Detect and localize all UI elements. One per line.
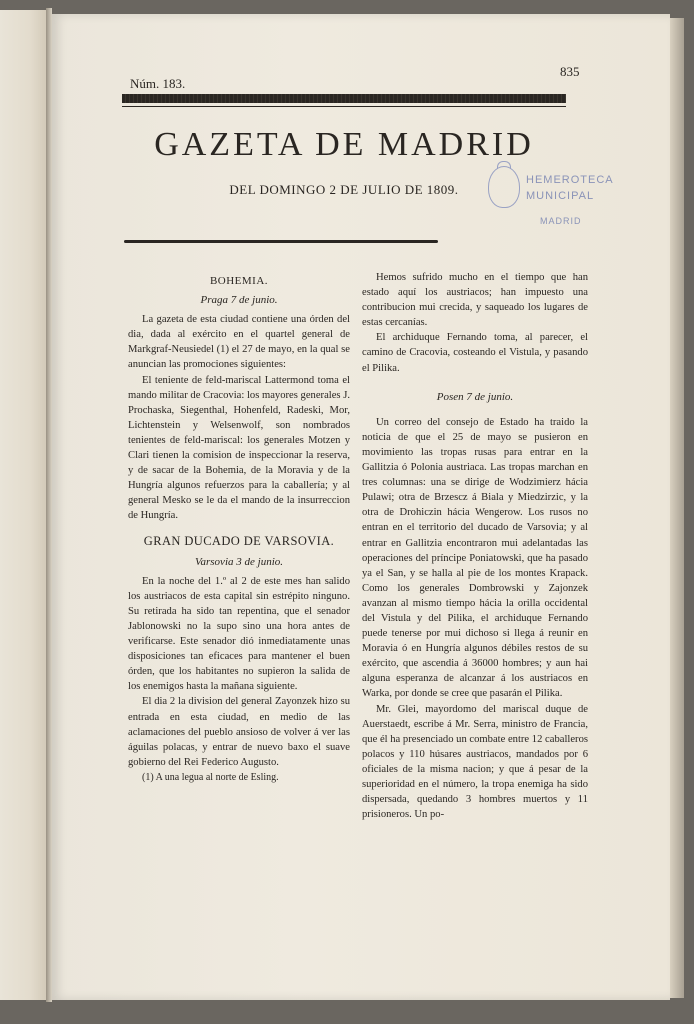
paragraph: El dia 2 la division del general Zayonzek hizo su entrada en esta ciudad, en medio de las aclamaciones del pueblo ansioso de volver á ver las águilas polacas, y entrar de nuevo baxo el suave gobierno del Rei Federico Augusto. [128,696,350,768]
paragraph: Hemos sufrido mucho en el tiempo que han estado aquí los austriacos; han impuesto una contribucion mui crecida, y saqueado los lugares de estas cercanías. [362,272,588,329]
footnote: (1) A una legua al norte de Esling. [142,771,279,783]
dateline: DEL DOMINGO 2 DE JULIO DE 1809. [229,182,459,197]
section-heading-varsovia: GRAN DUCADO DE VARSOVIA. [143,533,335,548]
paragraph: Mr. Glei, mayordomo del mariscal duque de Auerstaedt, escribe á Mr. Serra, ministro de Francia, que él ha presenciado un combate entre 12 caballeros polacos y 110 húsares austriacos, mandados por 6 oficiales de la misma nacion; y que á pesar de la superioridad en el número, la tropa enemiga ha sido dispersada, quedando 3 hombres muertos y 11 prisioneros. Un po- [362,703,588,821]
paragraph: En la noche del 1.º al 2 de este mes han salido los austriacos de esta capital sin estrépito ninguno. Su retirada ha sido tan repentina, que el senador Jablonowski no la supo sino una hora antes de verificarse. Este senador dió inmediatamente unas disposiciones tan eficaces para mantener el buen órden, que los habitantes no supieron la salida de los enemigos hasta la mañana siguiente. [128,575,350,693]
issue-number: Núm. 183. [130,76,186,91]
section-heading-bohemia: BOHEMIA. [209,275,269,287]
header-rule-thick [122,94,566,103]
library-stamp [488,166,638,246]
stamp-text-line2: MUNICIPAL [526,190,595,202]
masthead-title: GAZETA DE MADRID [154,126,534,163]
dateline-varsovia: Varsovia 3 de junio. [195,555,283,568]
stamp-text-line3: MADRID [540,216,582,226]
left-page-edge [0,10,51,1000]
header-rule-thin [122,106,566,107]
paragraph: La gazeta de esta ciudad contiene una órden del dia, dada al exército en el quartel general de Markgraf-Neusiedel (1) el 27 de mayo, en la qual se anuncian las promociones siguientes: [128,314,350,371]
paragraph: El archiduque Fernando toma, al parecer, el camino de Cracovia, costeando el Vistula, y pasando el Pilika. [362,332,588,374]
paragraph: El teniente de feld-mariscal Lattermond toma el mando militar de Cracovia: los mayores generales J. Prochaska, Siegenthal, Hohenfeld, Radeski, Mor, Lichtenstein y Welsenwolf, son nombrados tenientes de feld-mariscal: los generales Motzen y Clari tienen la comision de inspeccionar la reserva, y de sacar de la Bohemia, de la Moravia y de la Hungría algunos refuerzos para la caballería; y al general Mesko se le da el mando de la insurreccion de Hungría. [128,374,350,522]
right-column [362,270,588,822]
dateline-praga: Praga 7 de junio. [200,294,278,307]
paragraph: Un correo del consejo de Estado ha traido la noticia de que el 25 de mayo se pusieron en movimiento las tropas rusas para entrar en la Gallitzia ó Polonia austriaca. Las tropas marchan en tres columnas: una se dirige de Wodzimierz hácia Pulawi; otra de Brzescz á Biala y Miedzirzic, y la otra de Drohiczin hácia Wengerow. Los rusos no entran en el territorio del ducado de Varsovia; y al entrar en Gallitzia encontraron mui adelantadas las operaciones del príncipe Poniatowski, que ha pasado ya el San, y se halla al pie de los montes Krapack. Como los generales Dombrowski y Zajonzek avanzan al mismo tiempo hácia la orilla occidental del Vistula y del Pilika, el archiduque Fernando puede tenerse por mui dichoso si llega á reunir en Moravia ó en Hungría algunos débiles restos de su exército, que ascendia á 36000 hombres; y aun hai alguna esperanza de alcanzar á los austriacos en Warka, por donde se cree que pasarán el Pilika. [362,416,588,700]
page-number: 835 [560,64,580,79]
crown-seal-icon [488,166,520,208]
section-divider [124,240,438,243]
right-page-edge [670,18,684,998]
dateline-posen: Posen 7 de junio. [436,390,514,403]
newspaper-page [52,14,670,1000]
stamp-text-line1: HEMEROTECA [526,174,614,186]
left-column [128,270,350,785]
